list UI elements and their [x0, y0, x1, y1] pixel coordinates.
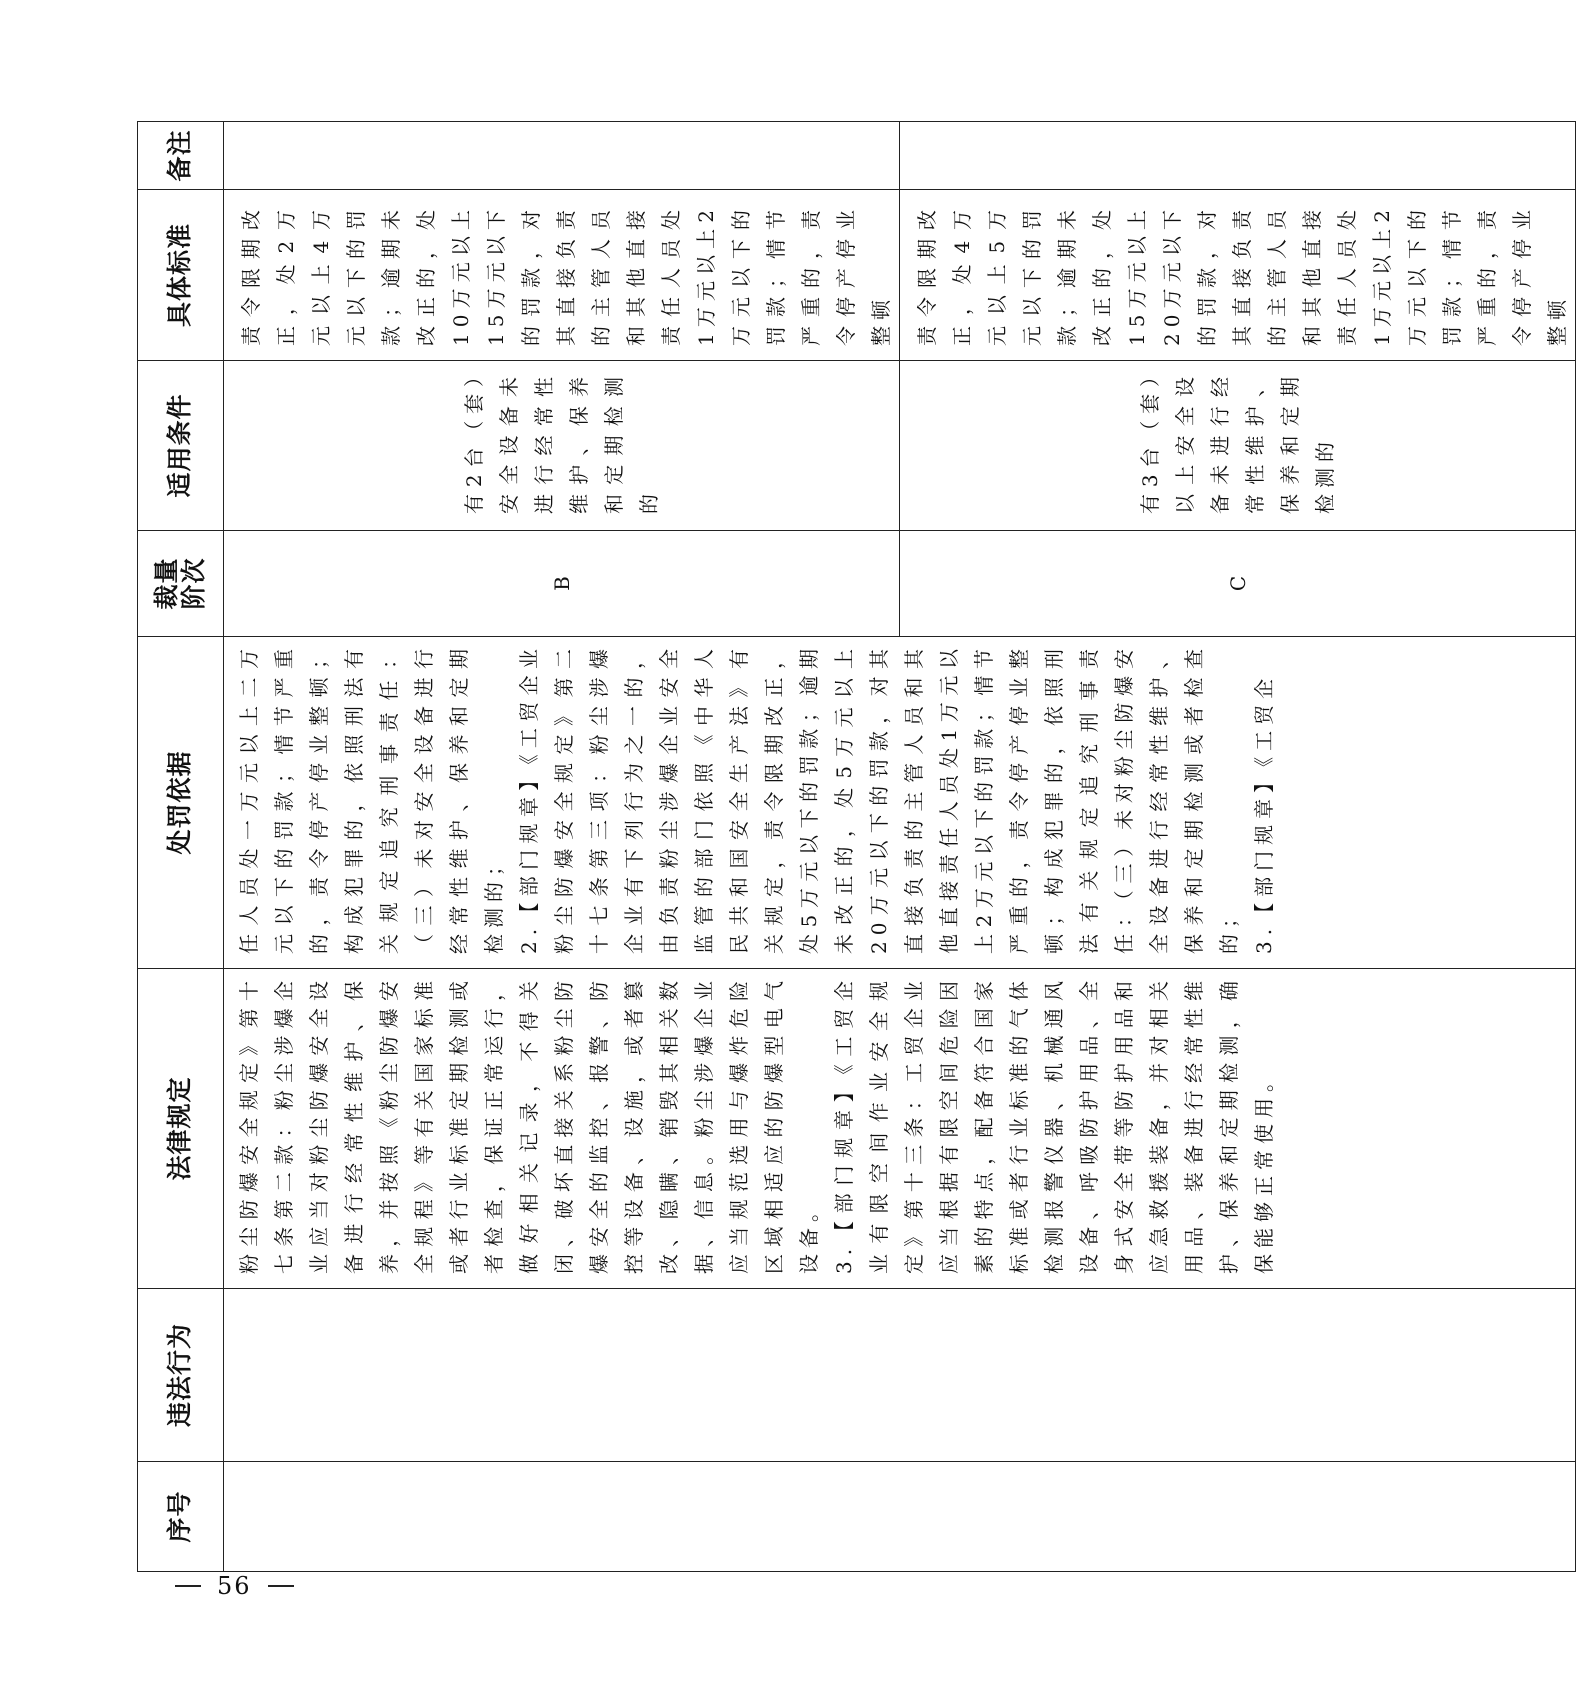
cell-law: [224, 969, 1576, 1289]
page-number: 56: [217, 1572, 252, 1600]
header-grade: [138, 531, 224, 637]
condition-text-b: 有2台（套）安全设备未进行经常性维护、保养和定期检测的: [461, 371, 661, 514]
footer-dash-right: [268, 1585, 294, 1587]
header-basis: 处罚依据: [138, 637, 224, 969]
grade-cell-c: C: [900, 531, 1576, 637]
law-text: 粉尘防爆安全规定》第十七条第二款：粉尘涉爆企业应当对粉尘防爆安全设备进行经常性维护、保养，并按照《粉尘防爆安全规程》等有关国家标准或者行业标准定期检测或者检查，保证正常运行，做好相关记录，不得关闭、破坏直接关系粉尘防爆安全的监控、报警、防控等设备、设施，或者篡改、隐瞒、销毁其相关数据、信息。粉尘涉爆企业应当规范选用与爆炸危险区域相适应的防爆型电气设备。 3.【部门规章】《工贸企业有限空间作业安全规定》第十三条：工贸企业应当根据有限空间危险因素的特点，配备符合国家标准或者行业标准的气体检测报警仪器、机械通风设备、呼吸防护用品、全身式安全带等防护用品和应急救援装备，并对相关用品、装备进行经常性维护、保养和定期检测，确保能够正常使用。: [237, 975, 1276, 1274]
header-seq: 序号: [138, 1462, 224, 1572]
footer-dash-left: [175, 1585, 201, 1587]
header-violation: 违法行为: [138, 1289, 224, 1462]
condition-cell-b: [224, 361, 900, 531]
header-condition: 适用条件: [138, 361, 224, 531]
basis-text: 任人员处一万元以上二万元以下的罚款；情节严重的，责令停产停业整顿；构成犯罪的，依照刑法有关规定追究刑事责任：（三）未对安全设备进行经常性维护、保养和定期检测的； 2.【部门规章】《工贸企业粉尘防爆安全规定》第二十七条第三项：粉尘涉爆企业有下列行为之一的，由负责粉尘涉爆企业安全监管的部门依照《中华人民共和国安全生产法》有关规定，责令限期改正，处5万元以下的罚款；逾期未改正的，处5万元以上20万元以下的罚款，对其直接负责的主管人员和其他直接责任人员处1万元以上2万元以下的罚款；情节严重的，责令停产停业整顿；构成犯罪的，依照刑法有关规定追究刑事责任：（三）未对粉尘防爆安全设备进行经常性维护、保养和定期检测或者检查的； 3.【部门规章】《工贸企: [237, 643, 1276, 954]
standard-text-c: 责令限期改正，处4万元以上5万元以下的罚款；逾期未改正的，处15万元以上20万元以下的罚款，对其直接负责的主管人员和其他直接责任人员处1万元以上2万元以下的罚款；情节严重的，责令停产停业整顿: [915, 204, 1569, 346]
standard-cell-c: [900, 190, 1576, 361]
penalty-table: [137, 121, 1576, 1572]
remarks-cell-b: [224, 122, 900, 190]
header-standard: 具体标准: [138, 190, 224, 361]
header-law: 法律规定: [138, 969, 224, 1289]
standard-text-b: 责令限期改正，处2万元以上4万元以下的罚款；逾期未改正的，处10万元以上15万元以下的罚款，对其直接负责的主管人员和其他直接责任人员处1万元以上2万元以下的罚款；情节严重的，责令停产停业整顿: [239, 204, 893, 346]
grade-cell-b: B: [224, 531, 900, 637]
cell-basis: [224, 637, 1576, 969]
header-grade-label: 裁量阶次: [152, 557, 208, 610]
header-remarks: 备注: [138, 122, 224, 190]
cell-violation: [224, 1289, 1576, 1462]
rotated-table-container: [137, 122, 1569, 1572]
page-footer: [175, 1572, 294, 1600]
standard-cell-b: [224, 190, 900, 361]
cell-seq: [224, 1462, 1576, 1572]
remarks-cell-c: [900, 122, 1576, 190]
condition-text-c: 有3台（套）以上安全设备未进行经常性维护、保养和定期检测的: [1137, 371, 1337, 514]
condition-cell-c: [900, 361, 1576, 531]
